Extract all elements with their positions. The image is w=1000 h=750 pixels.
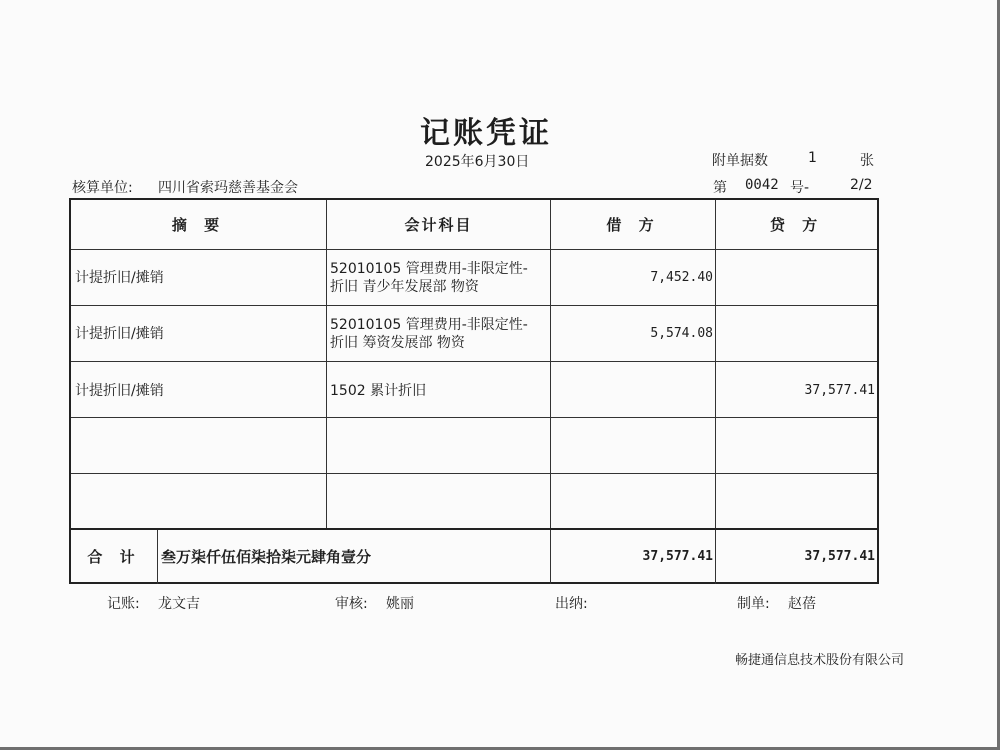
- header-account: 会计科目: [404, 216, 473, 234]
- header-summary: 摘 要: [171, 216, 226, 234]
- bookkeeper-label: 记账:: [107, 596, 140, 612]
- row-2-account: [330, 316, 548, 352]
- voucher-no-value: 0042: [745, 177, 779, 193]
- voucher-table: [69, 198, 879, 584]
- voucher-date: 2025年6月30日: [425, 154, 530, 170]
- maker-name: 赵蓓: [788, 596, 816, 612]
- voucher-page-number: 2/2: [850, 177, 873, 193]
- cashier-label: 出纳:: [555, 596, 588, 612]
- reviewer-label: 审核:: [335, 596, 368, 612]
- accounting-unit-name: 四川省索玛慈善基金会: [158, 180, 298, 196]
- row-1-account: [330, 260, 548, 296]
- row-3-account: [330, 382, 548, 400]
- voucher-title: 记账凭证: [420, 116, 552, 151]
- row-1-account-line-2: 折旧 青少年发展部 物资: [330, 279, 479, 295]
- row-3-account-line-1: 1502 累计折旧: [330, 383, 427, 399]
- row-2-account-line-2: 折旧 筹资发展部 物资: [330, 335, 465, 351]
- column-divider: [157, 529, 158, 584]
- row-3-summary: 计提折旧/摊销: [75, 383, 164, 399]
- row-divider: [71, 305, 877, 306]
- row-divider: [71, 417, 877, 418]
- attachments-unit: 张: [860, 153, 874, 169]
- maker-label: 制单:: [737, 596, 770, 612]
- total-credit: 37,577.41: [804, 549, 875, 564]
- row-divider: [71, 249, 877, 250]
- column-divider: [550, 200, 551, 584]
- row-2-account-line-1: 52010105 管理费用-非限定性-: [330, 317, 528, 333]
- attachments-count: 1: [808, 150, 817, 166]
- software-company: 畅捷通信息技术股份有限公司: [735, 653, 905, 668]
- accounting-unit-label: 核算单位:: [72, 180, 133, 196]
- header-credit: 贷 方: [769, 216, 824, 234]
- row-1-debit: 7,452.40: [650, 270, 713, 285]
- row-1-account-line-1: 52010105 管理费用-非限定性-: [330, 261, 528, 277]
- attachments-label: 附单据数: [712, 153, 768, 169]
- row-2-summary: 计提折旧/摊销: [75, 326, 164, 342]
- row-divider: [71, 528, 877, 530]
- reviewer-name: 姚丽: [386, 596, 414, 612]
- row-divider: [71, 361, 877, 362]
- voucher-no-suffix: 号-: [790, 180, 810, 196]
- total-amount-in-words: 叁万柒仟伍佰柒拾柒元肆角壹分: [161, 548, 372, 566]
- row-1-summary: 计提折旧/摊销: [75, 270, 164, 286]
- bookkeeper-name: 龙文吉: [158, 596, 200, 612]
- header-debit: 借 方: [606, 216, 660, 234]
- voucher-no-prefix: 第: [713, 180, 727, 196]
- row-3-credit: 37,577.41: [804, 383, 875, 398]
- total-debit: 37,577.41: [642, 549, 713, 564]
- row-2-debit: 5,574.08: [650, 326, 713, 341]
- total-label: 合 计: [87, 548, 141, 566]
- row-divider: [71, 473, 877, 474]
